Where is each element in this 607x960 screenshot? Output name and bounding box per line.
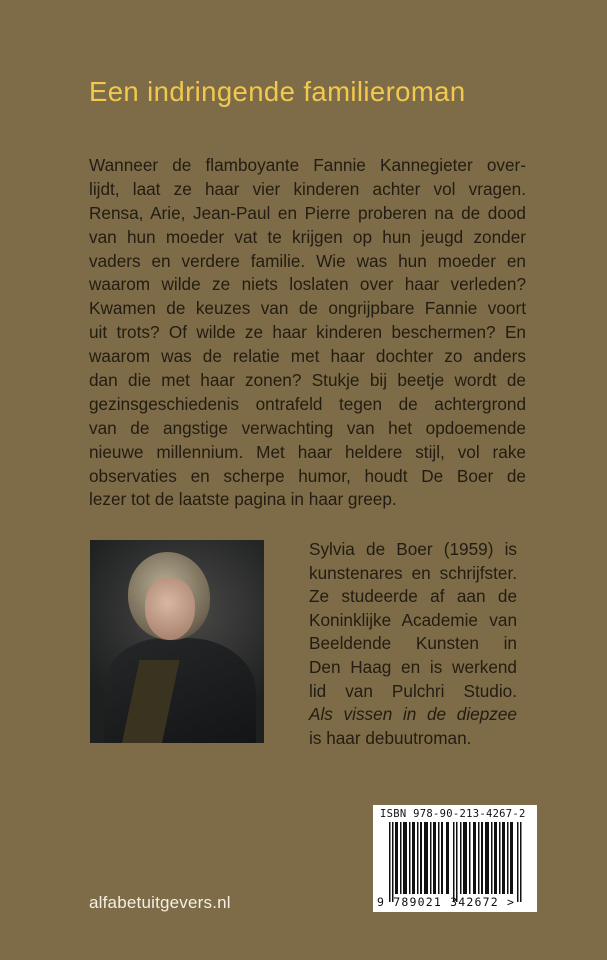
blurb-line: Rensa, Arie, Jean-Paul en Pierre proberen na de dood	[89, 202, 526, 223]
bio-line: Koninklijke Academie van	[309, 609, 517, 630]
bio-line: Ze studeerde af aan de	[309, 586, 517, 607]
bio-line: Sylvia de Boer (1959) is	[309, 539, 517, 559]
blurb-line: gezinsgeschiedenis ontrafeld tegen de achtergrond	[89, 393, 526, 414]
blurb-line: dan die met haar zonen? Stukje bij beetje wordt de	[89, 370, 526, 391]
author-bio	[309, 538, 517, 750]
blurb-line: lijdt, laat ze haar vier kinderen achter vol vragen.	[89, 178, 526, 199]
bio-line: is haar debuutroman.	[309, 727, 472, 748]
blurb-line: Wanneer de flamboyante Fannie Kannegieter over-	[89, 155, 526, 175]
blurb-line: van de angstige verwachting van het opdoemende	[89, 417, 526, 438]
blurb-line: observaties en scherpe humor, houdt De Boer de	[89, 465, 526, 486]
isbn-barcode	[373, 805, 537, 912]
book-title-italic: Als vissen in de diepzee	[309, 704, 517, 725]
blurb-line: van hun moeder vat te krijgen op hun jeugd zonder	[89, 226, 526, 247]
book-blurb	[89, 154, 526, 512]
blurb-line: waarom wilde ze niets loslaten over haar verleden?	[89, 274, 526, 295]
blurb-line: lezer tot de laatste pagina in haar greep.	[89, 489, 397, 510]
bio-line: Beeldende Kunsten in	[309, 633, 517, 654]
isbn-label: ISBN 978-90-213-4267-2	[380, 808, 526, 820]
blurb-line: waarom was de relatie met haar dochter zo anders	[89, 346, 526, 367]
tagline: Een indringende familieroman	[89, 76, 466, 107]
photo-face-shape	[145, 578, 195, 640]
publisher-website[interactable]: alfabetuitgevers.nl	[89, 893, 231, 912]
barcode-bars-icon	[389, 822, 523, 902]
author-photo	[90, 540, 264, 743]
blurb-line: vaders en verdere familie. Wie was hun moeder en	[89, 250, 526, 271]
blurb-line: uit trots? Of wilde ze haar kinderen beschermen? En	[89, 322, 526, 343]
bio-line: Den Haag en is werkend	[309, 656, 517, 677]
bio-line: kunstenares en schrijfster.	[309, 562, 517, 583]
barcode-digits: 9 789021 342672 >	[377, 895, 516, 909]
bio-line: lid van Pulchri Studio.	[309, 680, 517, 701]
blurb-line: Kwamen de keuzes van de ongrijpbare Fannie voort	[89, 298, 526, 319]
blurb-line: nieuwe millennium. Met haar heldere stijl, vol rake	[89, 441, 526, 462]
